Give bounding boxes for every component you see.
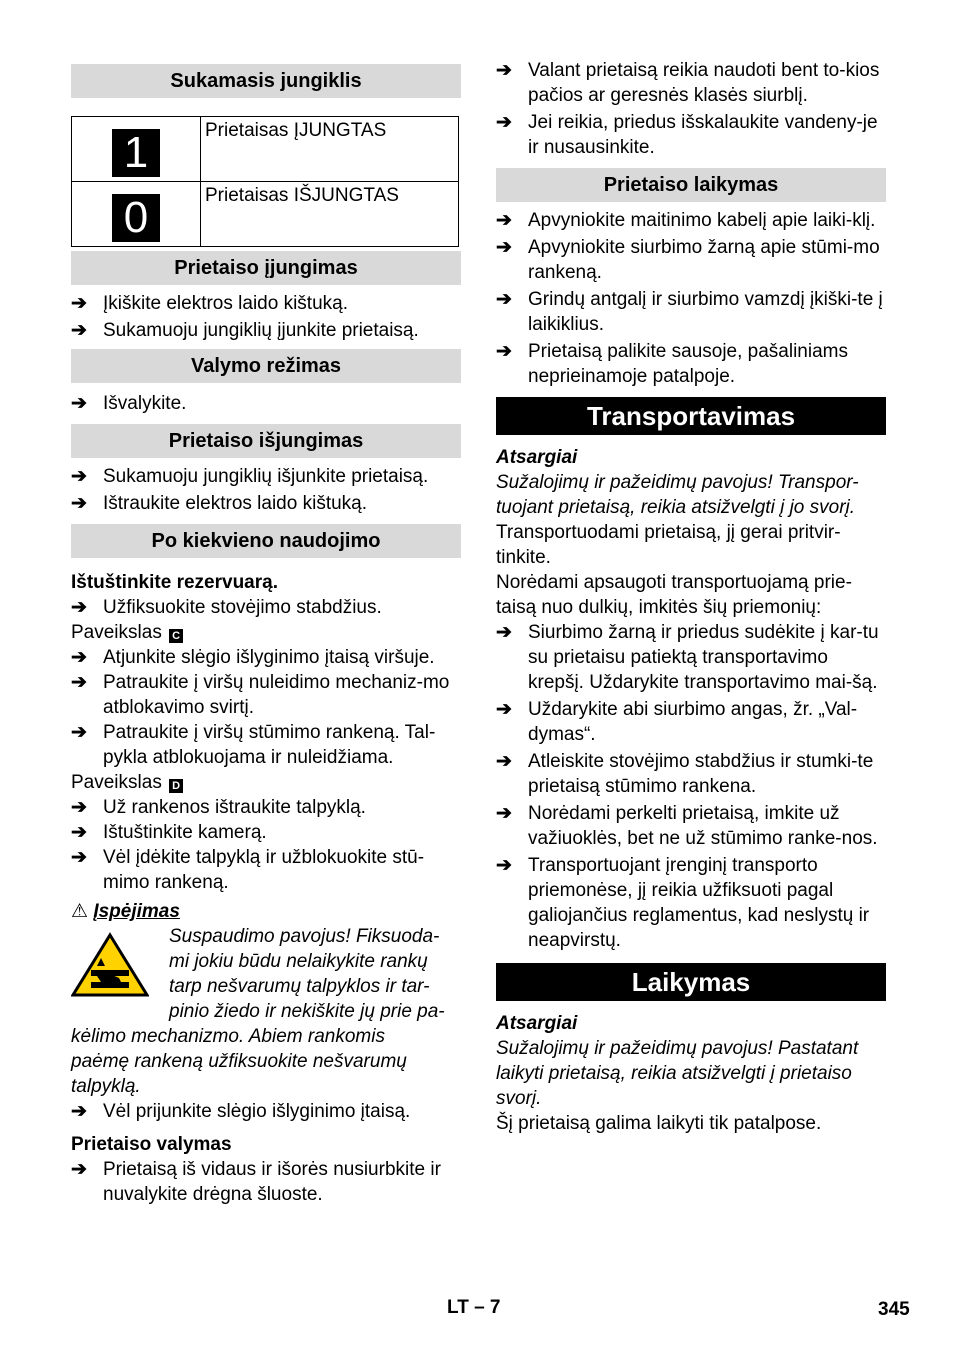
list-item: ➔ Apvyniokite maitinimo kabelį apie laiki-klį. — [496, 210, 876, 231]
arrow-right-icon: ➔ — [71, 847, 87, 868]
warning-heading: ⚠ Įspėjimas — [71, 901, 180, 922]
list-item: ➔ Siurbimo žarną ir priedus sudėkite į kar-tu su prietaisu patiektą transportavimo krepšį. Uždarykite transportavimo mai-šą. — [496, 622, 879, 693]
list-item: ➔ Transportuojant įrenginį transporto priemonėse, jį reikia užfiksuoti pagal galiojančius reglamentus, kad neslystų ir neapvirstų. — [496, 855, 870, 951]
footer-page-number: 345 — [878, 1299, 910, 1320]
warning-block — [71, 924, 461, 1099]
caution-text: Sužalojimų ir pažeidimų pavojus! Pastatant laikyti prietaisą, reikia atsižvelgti į prietaiso svorį. — [496, 1038, 859, 1109]
warning-line: kėlimo mechanizmo. Abiem rankomis — [71, 1026, 385, 1047]
list-item: ➔ Atleiskite stovėjimo stabdžius ir stumki-te prietaisą stūmimo rankena. — [496, 751, 874, 797]
section-heading-switch: Sukamasis jungiklis — [71, 64, 461, 98]
paragraph: Šį prietaisą galima laikyti tik patalpose. — [496, 1113, 822, 1134]
warning-triangle-icon: ⚠ — [71, 901, 89, 922]
figure-d-badge: D — [169, 779, 183, 793]
list-item: ➔ Už rankenos ištraukite talpyklą. — [71, 797, 366, 818]
switch-off-text: Prietaisas IŠJUNGTAS — [201, 182, 459, 247]
list-item: ➔ Įkiškite elektros laido kištuką. — [71, 293, 348, 314]
arrow-right-icon: ➔ — [71, 822, 87, 843]
arrow-right-icon: ➔ — [496, 622, 512, 643]
list-item: ➔ Uždarykite abi siurbimo angas, žr. „Val-dymas“. — [496, 699, 858, 745]
arrow-right-icon: ➔ — [496, 60, 512, 81]
section-heading-mode: Valymo režimas — [71, 349, 461, 383]
list-item: ➔ Sukamuoju jungiklių išjunkite prietaisą. — [71, 466, 429, 487]
arrow-right-icon: ➔ — [71, 1101, 87, 1122]
warning-line: mi jokiu būdu nelaikykite rankų — [169, 951, 428, 972]
arrow-right-icon: ➔ — [71, 672, 87, 693]
arrow-right-icon: ➔ — [71, 597, 87, 618]
figure-ref-c: Paveikslas C — [71, 620, 461, 645]
arrow-right-icon: ➔ — [71, 797, 87, 818]
switch-row-on — [72, 117, 459, 182]
section-heading-after-use: Po kiekvieno naudojimo — [71, 524, 461, 558]
list-item: ➔ Prietaisą iš vidaus ir išorės nusiurbkite ir nuvalykite drėgna šluoste. — [71, 1159, 441, 1205]
arrow-right-icon: ➔ — [71, 722, 87, 743]
chapter-heading-transport: Transportavimas — [496, 397, 886, 435]
list-item: ➔ Apvyniokite siurbimo žarną apie stūmi-mo rankeną. — [496, 237, 880, 283]
warning-line: pinio žiedo ir nekiškite jų prie pa- — [169, 1001, 445, 1022]
arrow-right-icon: ➔ — [496, 289, 512, 310]
footer-lang-page: LT – 7 — [447, 1297, 501, 1318]
arrow-right-icon: ➔ — [496, 237, 512, 258]
list-item: ➔ Norėdami perkelti prietaisą, imkite už važiuoklės, bet ne už stūmimo ranke-nos. — [496, 803, 878, 849]
list-item: ➔ Užfiksuokite stovėjimo stabdžius. — [71, 597, 382, 618]
switch-on-symbol: 1 — [112, 129, 160, 177]
section-heading-off: Prietaiso išjungimas — [71, 424, 461, 458]
arrow-right-icon: ➔ — [496, 751, 512, 772]
switch-table — [71, 116, 459, 247]
arrow-right-icon: ➔ — [496, 210, 512, 231]
caution-heading: Atsargiai — [496, 1013, 578, 1034]
switch-on-text: Prietaisas ĮJUNGTAS — [201, 117, 459, 182]
list-item: ➔ Patraukite į viršų nuleidimo mechaniz-mo atblokavimo svirtį. — [71, 672, 450, 718]
list-item: ➔ Prietaisą palikite sausoje, pašaliniams neprieinamoje patalpoje. — [496, 341, 848, 387]
section-heading-on: Prietaiso įjungimas — [71, 251, 461, 285]
list-item: ➔ Jei reikia, priedus išskalaukite vandeny-je ir nusausinkite. — [496, 112, 878, 158]
figure-c-badge: C — [169, 629, 183, 643]
arrow-right-icon: ➔ — [496, 699, 512, 720]
list-item: ➔ Ištraukite elektros laido kištuką. — [71, 493, 368, 514]
chapter-heading-storage: Laikymas — [496, 963, 886, 1001]
hand-crush-hazard-icon — [71, 932, 149, 998]
arrow-right-icon: ➔ — [71, 293, 87, 314]
arrow-right-icon: ➔ — [71, 1159, 87, 1180]
subheading-empty: Ištuštinkite rezervuarą. — [71, 572, 278, 593]
list-item: ➔ Vėl įdėkite talpyklą ir užblokuokite stū-mimo rankeną. — [71, 847, 425, 893]
warning-line: tarp nešvarumų talpyklos ir tar- — [169, 976, 430, 997]
list-item: ➔ Valant prietaisą reikia naudoti bent to-kios pačios ar geresnės klasės siurblį. — [496, 60, 880, 106]
list-item: ➔ Patraukite į viršų stūmimo rankeną. Tal-pykla atblokuojama ir nuleidžiama. — [71, 722, 436, 768]
arrow-right-icon: ➔ — [71, 320, 87, 341]
right-column — [496, 58, 886, 1136]
arrow-right-icon: ➔ — [496, 855, 512, 876]
list-item: ➔ Atjunkite slėgio išlyginimo įtaisą viršuje. — [71, 647, 435, 668]
list-item: ➔ Vėl prijunkite slėgio išlyginimo įtaisą. — [71, 1101, 411, 1122]
figure-ref-d: Paveikslas D — [71, 770, 461, 795]
list-item: ➔ Išvalykite. — [71, 393, 187, 414]
list-item: ➔ Grindų antgalį ir siurbimo vamzdį įkiški-te į laikiklius. — [496, 289, 883, 335]
warning-line: talpyklą. — [71, 1076, 141, 1097]
left-column — [71, 64, 461, 1207]
warning-line: paėmę rankeną užfiksuokite nešvarumų — [71, 1051, 407, 1072]
paragraph: Norėdami apsaugoti transportuojamą prie-taisą nuo dulkių, imkitės šių priemonių: — [496, 572, 852, 618]
arrow-right-icon: ➔ — [496, 112, 512, 133]
paragraph: Transportuodami prietaisą, jį gerai pritvir-tinkite. — [496, 522, 841, 568]
warning-line: Suspaudimo pavojus! Fiksuoda- — [169, 926, 440, 947]
arrow-right-icon: ➔ — [496, 341, 512, 362]
arrow-right-icon: ➔ — [71, 466, 87, 487]
arrow-right-icon: ➔ — [71, 647, 87, 668]
list-item: ➔ Ištuštinkite kamerą. — [71, 822, 267, 843]
switch-off-symbol: 0 — [112, 194, 160, 242]
arrow-right-icon: ➔ — [496, 803, 512, 824]
switch-row-off — [72, 182, 459, 247]
subheading-cleaning: Prietaiso valymas — [71, 1134, 232, 1155]
list-item: ➔ Sukamuoju jungiklių įjunkite prietaisą. — [71, 320, 419, 341]
arrow-right-icon: ➔ — [71, 493, 87, 514]
caution-text: Sužalojimų ir pažeidimų pavojus! Transpor-tuojant prietaisą, reikia atsižvelgti į jo svorį. — [496, 472, 859, 518]
arrow-right-icon: ➔ — [71, 393, 87, 414]
section-heading-storage: Prietaiso laikymas — [496, 168, 886, 202]
caution-heading: Atsargiai — [496, 447, 578, 468]
